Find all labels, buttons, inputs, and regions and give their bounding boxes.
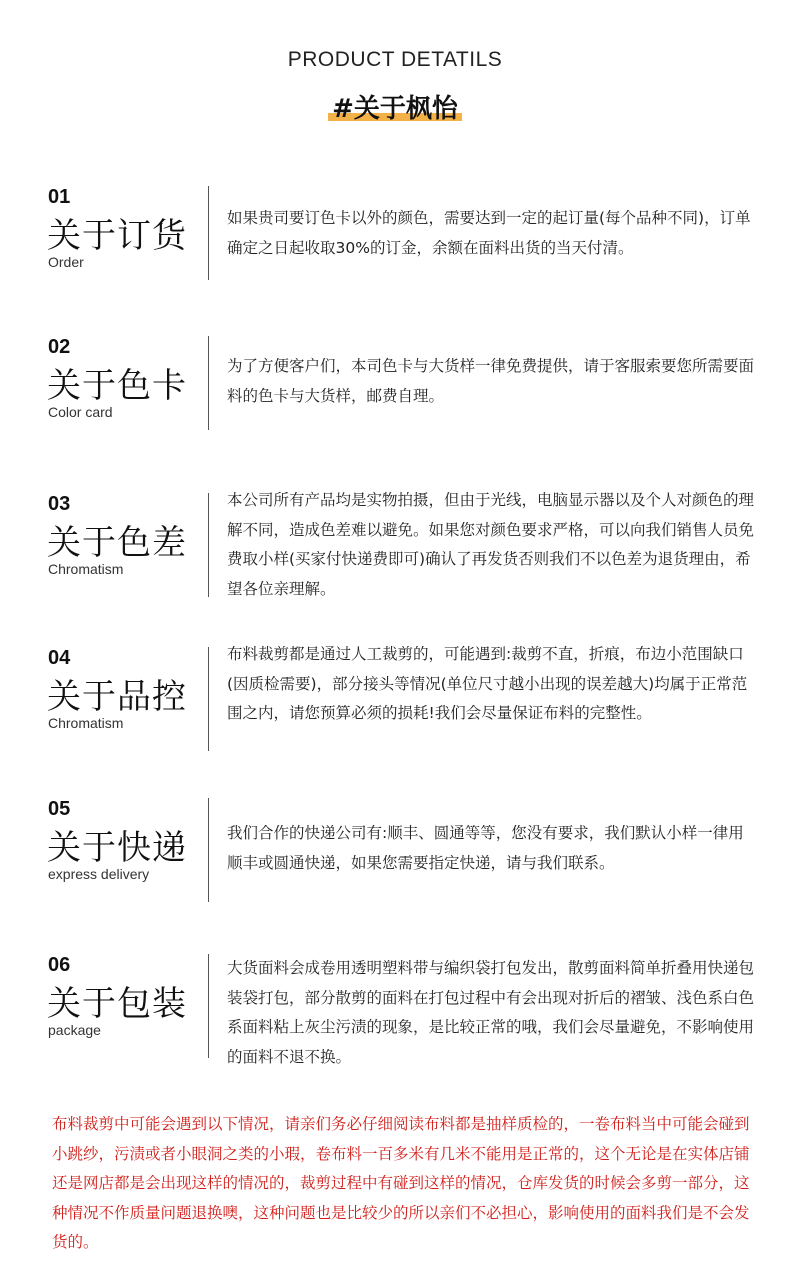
section-order [0, 186, 790, 280]
section-number: 05 [48, 798, 71, 820]
section-quality-control [0, 647, 790, 751]
section-subtitle: express delivery [48, 866, 150, 882]
section-divider [208, 493, 209, 597]
section-text: 我们合作的快递公司有:顺丰、圆通等等，您没有要求，我们默认小样一律用顺丰或圆通快递，如果您需要指定快递，请与我们联系。 [227, 824, 744, 872]
notice-text: 布料裁剪中可能会遇到以下情况，请亲们务必仔细阅读布料都是抽样质检的，一卷布料当中可能会碰到小跳纱，污渍或者小眼洞之类的小瑕，卷布料一百多米有几米不能用是正常的，这个无论是在实体店铺还是网店都是会出现这样的情况的，裁剪过程中有碰到这样的情况，仓库发货的时候会多剪一部分，这种情况不作质量问题退换噢，这种问题也是比较少的所以亲们不必担心，影响使用的面料我们是不会发货的。 [52, 1115, 750, 1251]
section-text: 如果贵司要订色卡以外的颜色，需要达到一定的起订量(每个品种不同)，订单确定之日起收取30%的订金，余额在面料出货的当天付清。 [227, 209, 751, 257]
section-text: 布料裁剪都是通过人工裁剪的，可能遇到:裁剪不直，折痕，布边小范围缺口(因质检需要)，部分接头等情况(单位尺寸越小出现的误差越大)均属于正常范围之内，请您预算必须的损耗!我们会尽量保证布料的完整性。 [227, 645, 748, 722]
section-title: 关于包装 [47, 984, 187, 1024]
section-package [0, 954, 790, 1066]
header-title-cn [328, 88, 462, 125]
section-divider [208, 798, 209, 902]
section-subtitle: Color card [48, 404, 113, 420]
section-number: 03 [48, 493, 71, 515]
section-subtitle: Chromatism [48, 561, 124, 577]
section-subtitle: Order [48, 254, 84, 270]
section-divider [208, 954, 209, 1058]
section-title: 关于快递 [47, 828, 187, 868]
section-title: 关于品控 [47, 677, 187, 717]
section-divider [208, 336, 209, 430]
section-number: 02 [48, 336, 71, 358]
section-color-card [0, 336, 790, 430]
section-divider [208, 186, 209, 280]
section-title: 关于色卡 [47, 366, 187, 406]
section-text: 本公司所有产品均是实物拍摄，但由于光线，电脑显示器以及个人对颜色的理解不同，造成色差难以避免。如果您对颜色要求严格，可以向我们销售人员免费取小样(买家付快递费即可)确认了再发货否则我们不以色差为退货理由，希望各位亲理解。 [227, 491, 755, 598]
section-divider [208, 647, 209, 751]
header-title-cn-text: #关于枫怡 [332, 94, 458, 124]
section-text: 大货面料会成卷用透明塑料带与编织袋打包发出，散剪面料简单折叠用快递包装袋打包，部分散剪的面料在打包过程中有会出现对折后的褶皱、浅色系白色系面料粘上灰尘污渍的现象，是比较正常的哦，我们会尽量避免，不影响使用的面料不退不换。 [227, 959, 755, 1066]
section-subtitle: package [48, 1022, 101, 1038]
section-chromatism [0, 493, 790, 597]
header-title-en: PRODUCT DETATILS [287, 48, 503, 71]
section-text: 为了方便客户们，本司色卡与大货样一律免费提供，请于客服索要您所需要面料的色卡与大货样，邮费自理。 [227, 357, 755, 405]
section-number: 06 [48, 954, 71, 976]
section-title: 关于订货 [47, 216, 187, 256]
header-title-cn-wrap [0, 88, 790, 125]
section-express-delivery [0, 798, 790, 902]
section-title: 关于色差 [47, 523, 187, 563]
section-subtitle: Chromatism [48, 715, 124, 731]
section-number: 04 [48, 647, 71, 669]
section-number: 01 [48, 186, 71, 208]
